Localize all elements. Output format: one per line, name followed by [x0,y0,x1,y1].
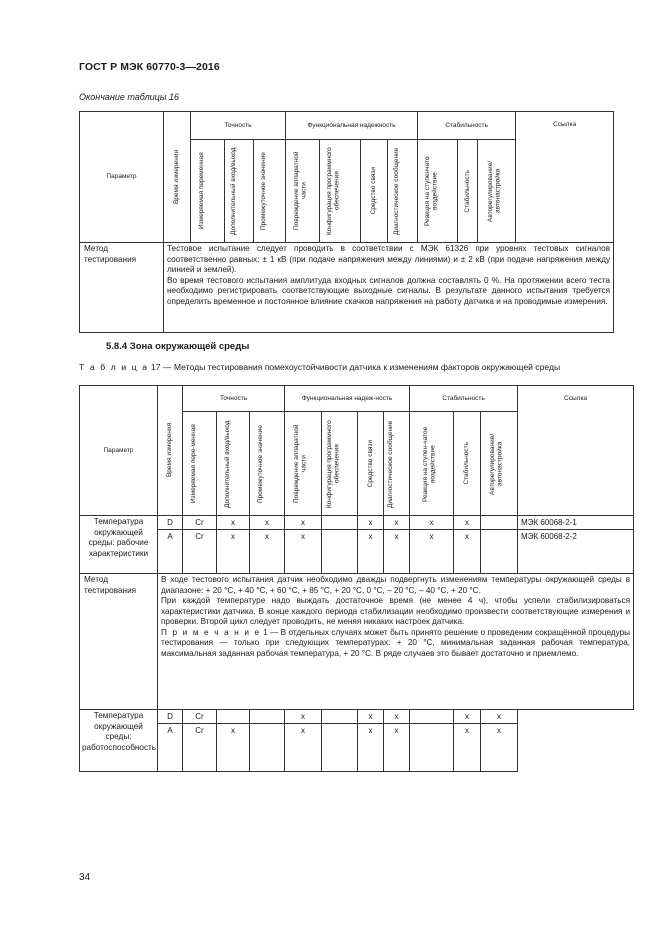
table-cell [217,710,250,724]
col-intermediate: Промежуточное значение [254,140,286,243]
table-17 [79,385,634,772]
col-comm: Средство связи [361,140,388,243]
method-paragraph: Тестовое испытание следует проводить в соответствии с МЭК 61326 при уровнях тестовых сигналов соответственно равных: ± 1 кВ (при подаче напряжения между линиями) и ± 2 кВ (при подаче напряжения между линией и землей). [167,244,611,274]
col-header-functional: Функциональная надеж-ность [285,386,410,412]
table-cell: x [481,710,518,724]
table-cell: D [158,710,183,724]
table-cell: Cr [183,710,217,724]
col-header-parameter: Параметр [80,386,158,516]
table-cell: x [410,516,454,530]
table-cell: x [384,530,410,574]
table-cell [410,710,454,724]
table-cell: x [285,516,322,530]
col-comm: Средство связи [358,412,384,516]
table-cell: x [384,724,410,772]
table-cell [481,516,518,530]
table-cell: Cr [183,530,217,574]
method-note: П р и м е ч а н и е 1 — В отдельных случаях может быть принято решение о проведении сокращённой процедуры тестирования — только при следующих температурах: + 20 °C, минимальная заданная рабочая температура, максимальная заданная рабочая температура, + 20 °C. В ряде случаев это бывает достаточно и приемлемо. [161,627,631,658]
col-stability: Стабильность [458,140,478,243]
table-cell: x [481,724,518,772]
table-cell [322,530,358,574]
method-label: Метод тестирования [80,243,164,333]
col-hw-damage: Повреждение аппаратной части [285,412,322,516]
table-cell: x [217,530,250,574]
col-measured: Измеряемая пере-менная [183,412,217,516]
col-header-stability: Стабильность [418,112,516,140]
table-cell: D [158,516,183,530]
col-header-parameter: Параметр [80,112,164,243]
col-stability: Стабильность [454,412,481,516]
table16-caption: Окончание таблицы 16 [79,92,179,102]
table-cell: A [158,724,183,772]
method-text [164,243,614,333]
page-number: 34 [79,872,91,883]
table-cell-reference: МЭК 60068-2-2 [518,530,634,574]
table-cell: x [358,530,384,574]
col-header-time: Время измерения [164,112,191,243]
col-sw-config: Конфигурация программного обеспечения [322,412,358,516]
col-header-reference: Ссылка [518,386,634,516]
col-header-reference: Ссылка [516,112,614,243]
document-header: ГОСТ Р МЭК 60770-3—2016 [79,61,220,73]
table-cell [322,710,358,724]
col-autoreg: Авторегулирование/ автонастройка [478,140,516,243]
table-cell [322,516,358,530]
col-diag: Диагностическое сообщение [384,412,410,516]
col-intermediate: Промежуточное значение [250,412,285,516]
table-cell: x [410,530,454,574]
table-cell [322,724,358,772]
col-header-accuracy: Точность [191,112,286,140]
table-cell: x [285,724,322,772]
table-cell: x [384,516,410,530]
col-diag: Диагностическое сообщение [388,140,418,243]
table-cell [250,724,285,772]
temp-operability-label: Температура окружающей среды: работоспособность [80,710,158,772]
col-header-accuracy: Точность [183,386,285,412]
col-header-time: Время измерения [158,386,183,516]
method-paragraph: При каждой температуре надо выждать достаточное время (не менее 4 ч), чтобы успели стабилизироваться характеристики датчика. В конце каждого периода стабилизации необходимо произвести соответствующие измерения и проверки. Второй цикл следует проводить, не меняя никаких настроек датчика. [161,596,631,626]
table-cell: x [358,724,384,772]
col-step-response: Реакция на ступен-чатое воздействие [410,412,454,516]
table-cell: x [454,530,481,574]
table-cell: x [358,516,384,530]
col-autoreg: Авторегулирование/ автонастройка [481,412,518,516]
table-cell-reference [518,724,634,772]
table17-caption: Т а б л и ц а 17 — Методы тестирования помехоустойчивости датчика к изменениям факторов окружающей среды [79,362,561,372]
col-sw-config: Конфигурация программного обеспечения [320,140,361,243]
table-cell [250,710,285,724]
table-cell: x [217,724,250,772]
method-label: Метод тестирования [80,574,158,710]
table-cell: x [454,710,481,724]
col-measured: Измеряемая переменная [191,140,225,243]
table-cell [410,724,454,772]
table-cell: A [158,530,183,574]
table-cell [481,530,518,574]
table-cell-reference: МЭК 60068-2-1 [518,516,634,530]
table-cell: x [250,530,285,574]
table-cell: x [454,724,481,772]
temp-performance-label: Температура окружающей среды: рабочие характеристики [80,516,158,574]
table-cell: x [358,710,384,724]
table-cell: x [384,710,410,724]
table-cell: x [285,530,322,574]
method-paragraph: Во время тестового испытания амплитуда входных сигналов должна составлять 0 %. На протяжении всего теста необходимо регистрировать соответствующие выходные сигналы. В результате данного испытания требуется определить временное и постоянное влияние скачков напряжения на работу датчика и на проводимые измерения. [167,275,611,306]
col-header-stability: Стабильность [410,386,518,412]
table-cell-reference [518,710,634,724]
table-cell: Cr [183,724,217,772]
table-cell: x [454,516,481,530]
table-cell: x [217,516,250,530]
col-aux-io: Дополнительный вход/выход [217,412,250,516]
method-text [158,574,634,710]
table-16 [79,111,614,333]
col-header-functional: Функциональная надежность [286,112,418,140]
section-heading: 5.8.4 Зона окружающей среды [106,341,250,352]
table-cell: x [285,710,322,724]
table-cell: x [250,516,285,530]
method-paragraph: В ходе тестового испытания датчик необходимо дважды подвергнуть изменениям температуры окружающей среды в диапазоне: + 20 °C, + 40 °C, + 60 °C, + 85 °C, + 20 °C, 0 °C, – 20 °C, – 40 °C, + 20 °C. [161,575,631,595]
table-cell: Cr [183,516,217,530]
col-aux-io: Дополнительный вход/выход [225,140,254,243]
col-step-response: Реакция на ступенчато воздействие [418,140,458,243]
col-hw-damage: Повреждение аппаратной части [286,140,320,243]
